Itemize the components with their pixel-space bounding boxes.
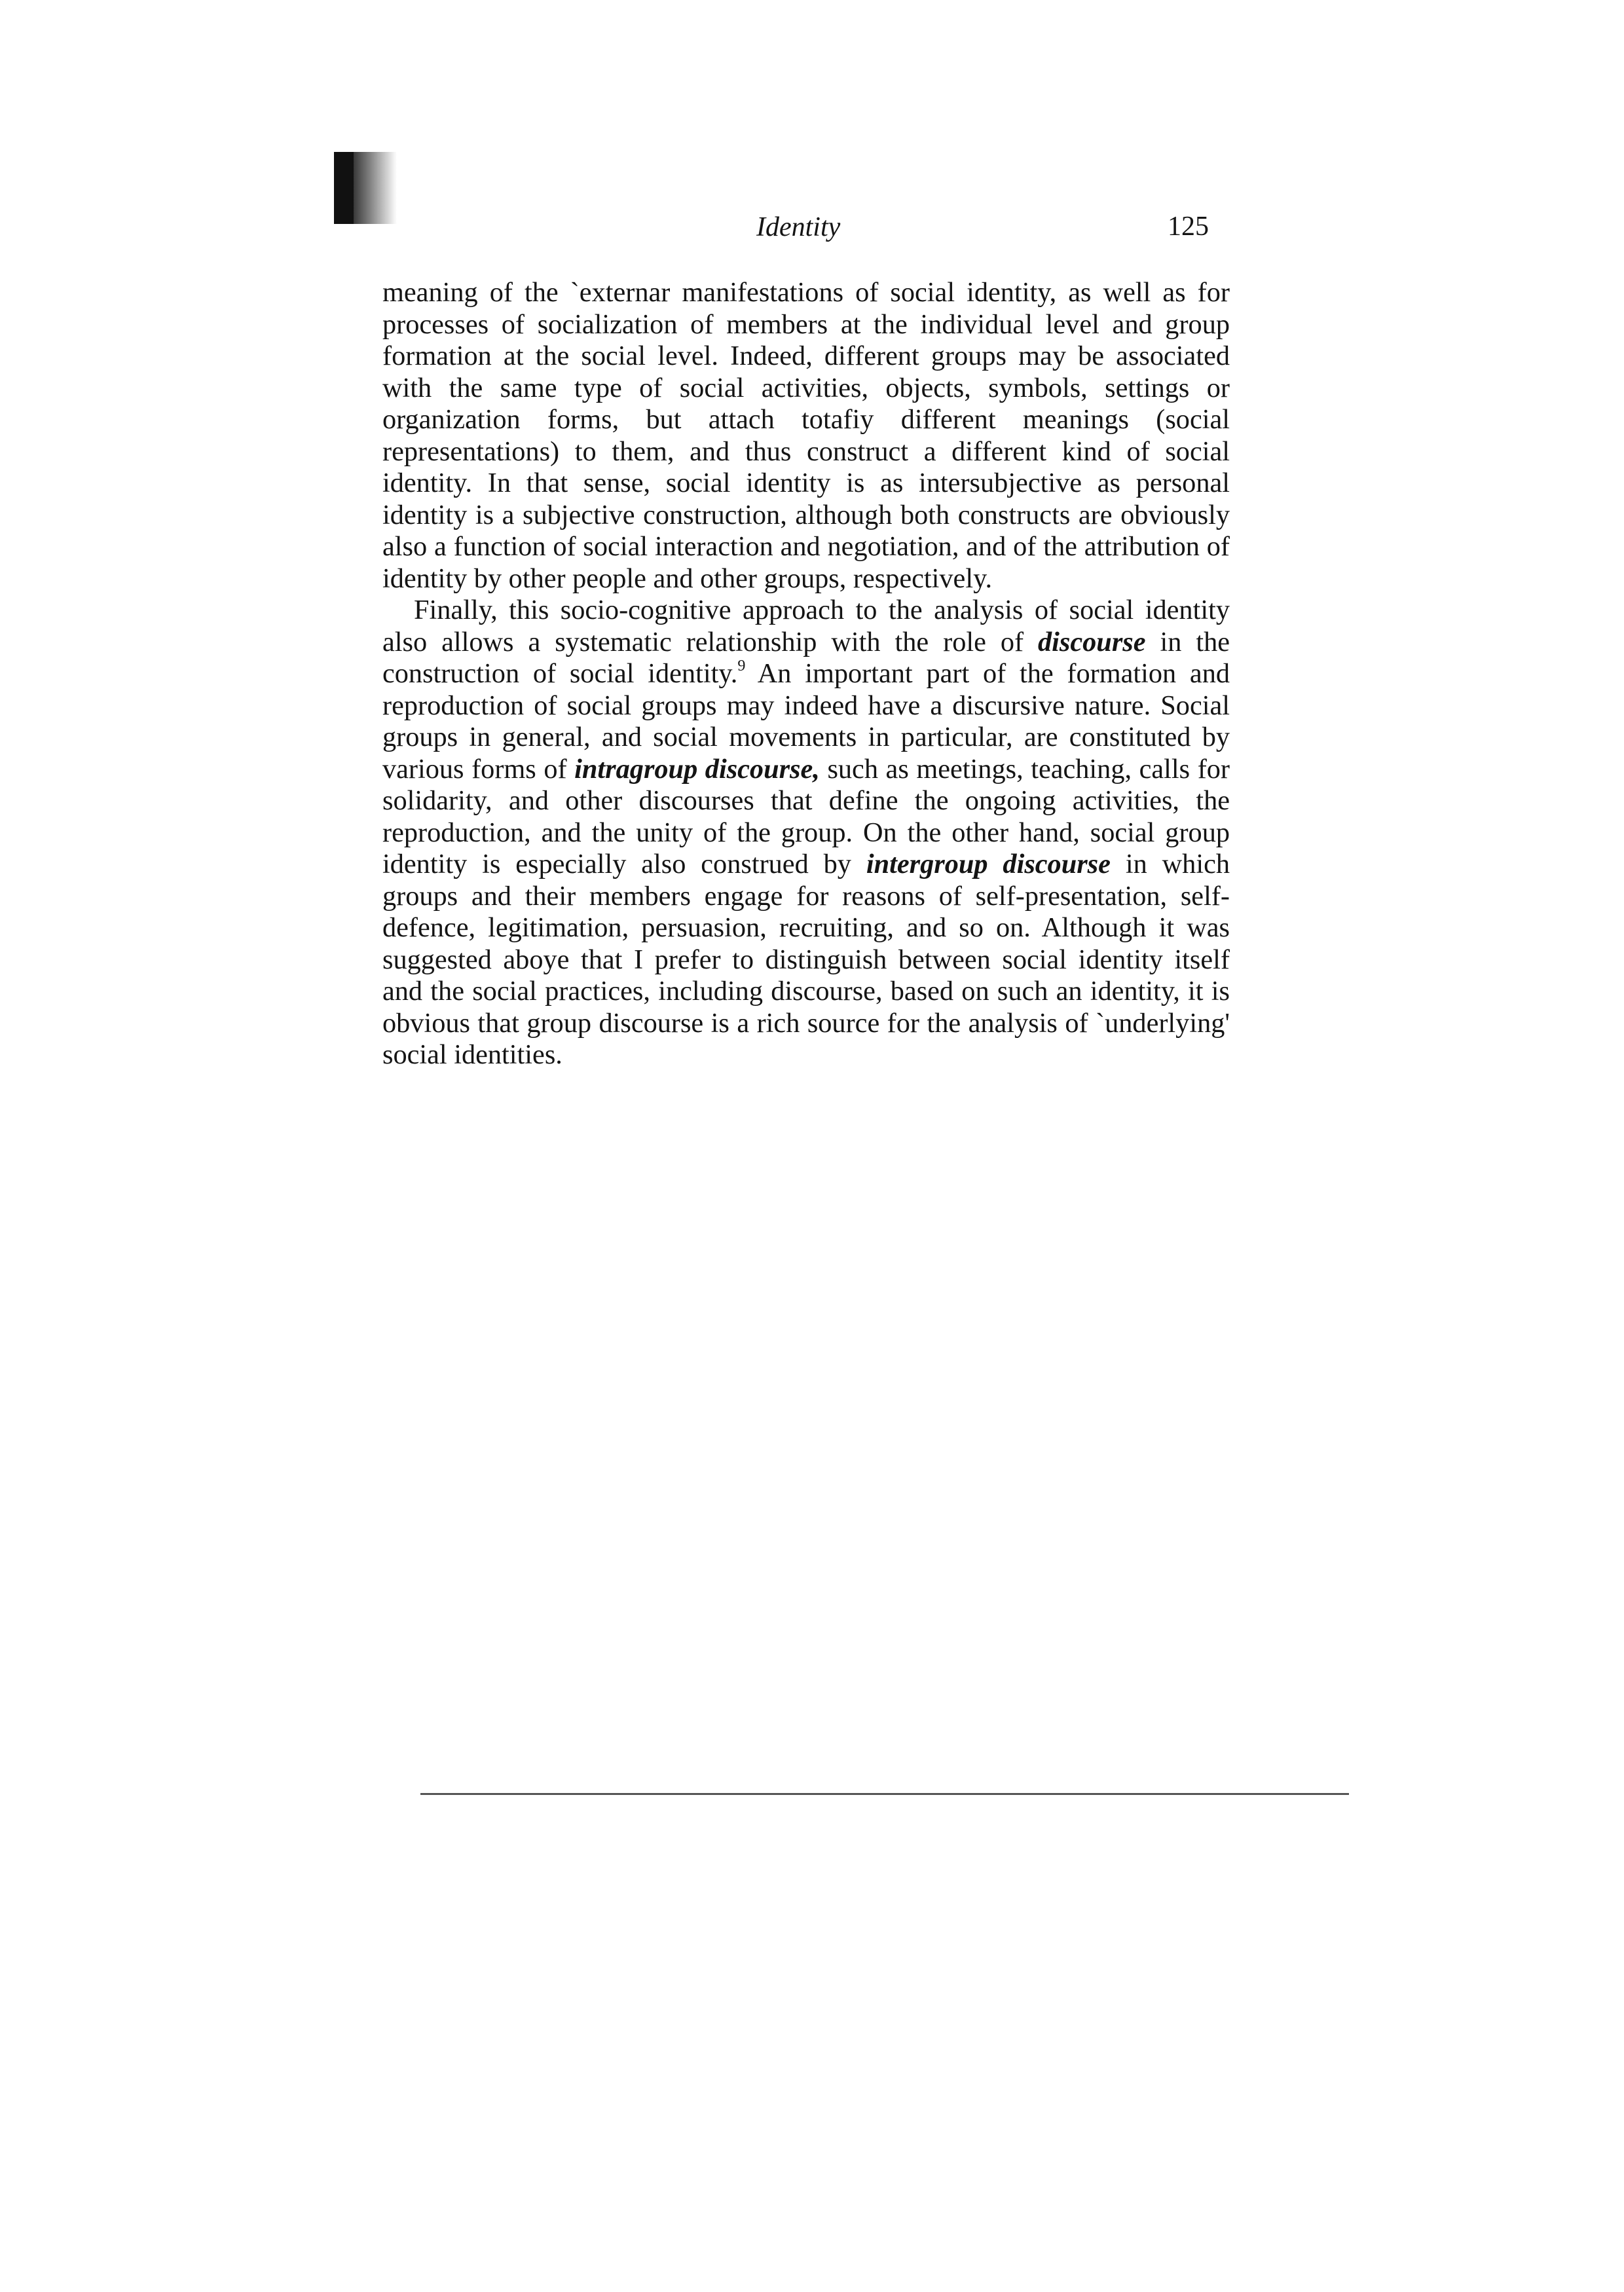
paragraph-2-text: An important part of the formation and reproduction of social groups may indeed have a discursive nature. Social groups in general, and social movements in particular, are constituted by various forms of <box>382 658 1230 785</box>
paragraph-1: meaning of the `externar manifestations of social identity, as well as for processes of socialization of members at the individual level and group formation at the social level. Indeed, different groups may be associated with the same type of social activities, objects, symbols, settings or organization forms, but attach totafiy different meanings (social representations) to them, and thus construct a different kind of social identity. In that sense, social identity is as intersubjective as personal identity is a subjective construction, although both constructs are obviously also a function of social interaction and negotiation, and of the attribution of identity by other people and other groups, respectively. <box>382 277 1230 594</box>
running-header-title: Identity <box>756 212 841 242</box>
paragraph-2-text: in the construction of social identity. <box>382 626 1230 689</box>
paragraph-2-text: Finally, this socio-cognitive approach to the analysis of social identity also allows a systematic relationship with the role of <box>382 595 1230 657</box>
page-number: 125 <box>1168 212 1209 242</box>
paragraph-2-text: such as meetings, teaching, calls for solidarity, and other discourses that define the ongoing activities, the reproduction, and the unity of the group. On the other hand, social group identity is especially also construed by <box>382 753 1230 879</box>
paragraph-2-text: in which groups and their members engage for reasons of self-presentation, self-defence, legitimation, persuasion, recruiting, and so on. Although it was suggested aboye that I prefer to distinguish between social identity itself and the social practices, including discourse, based on such an identity, it is obvious that group discourse is a rich source for the analysis of `underlying' social identities. <box>382 849 1230 1070</box>
italic-term-intragroup-discourse: intragroup discourse, <box>574 753 820 785</box>
footnote-rule <box>420 1793 1349 1795</box>
paragraph-2 <box>382 595 1230 1071</box>
italic-term-discourse: discourse <box>1038 626 1146 657</box>
italic-term-intergroup-discourse: intergroup discourse <box>866 849 1111 879</box>
scan-edge-mark <box>334 152 397 224</box>
body-text <box>382 277 1230 1071</box>
footnote-reference: 9 <box>737 657 746 675</box>
